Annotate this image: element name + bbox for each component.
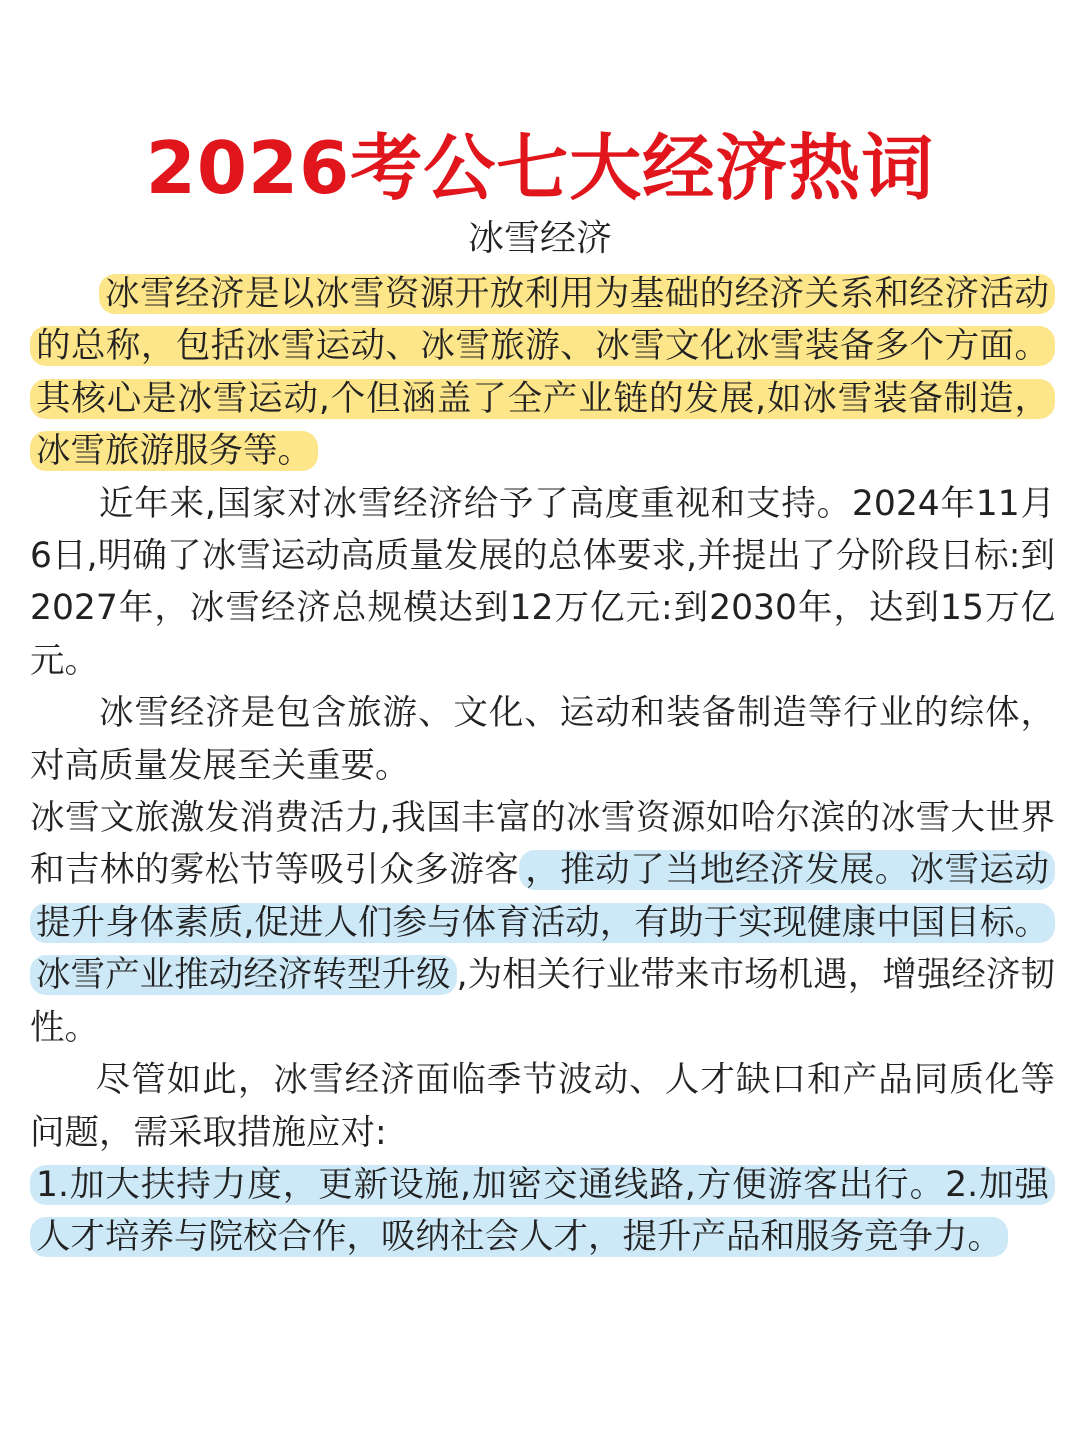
paragraph-definition <box>30 268 1055 478</box>
benefits-tail: ,为相关行业带来市场机遇，增强经济韧性。 <box>30 955 1056 1048</box>
highlight-definition: 冰雪经济是以冰雪资源开放利用为基础的经济关系和经济活动的总称，包括冰雪运动、冰雪旅游、冰雪文化冰雪装备多个方面。其核心是冰雪运动,个但涵盖了全产业链的发展,如冰雪装备制造，冰雪旅游服务等。 <box>30 274 1055 471</box>
paragraph-benefits <box>30 792 1055 1054</box>
paragraph-policy: 近年来,国家对冰雪经济给予了高度重视和支持。2024年11月6日,明确了冰雪运动高质量发展的总体要求,并提出了分阶段日标:到2027年，冰雪经济总规模达到12万亿元:到2030年，达到15万亿元。 <box>30 483 1055 681</box>
paragraph-challenges: 尽管如此，冰雪经济面临季节波动、人才缺口和产品同质化等问题，需采取措施应对: <box>30 1060 1055 1153</box>
highlight-benefits: ，推动了当地经济发展。冰雪运动提升身体素质,促进人们参与体育活动，有助于实现健康中国目标。冰雪产业推动经济转型升级 <box>30 850 1055 995</box>
article-body <box>30 268 1055 1264</box>
highlight-measures: 1.加大扶持力度，更新设施,加密交通线路,方便游客出行。2.加强人才培养与院校合作，吸纳社会人才，提升产品和服务竞争力。 <box>30 1165 1055 1257</box>
benefits-text: 冰雪文旅激发消费活力,我国丰富的冰雪资源如哈尔滨的冰雪大世界和吉林的雾松节等吸引众多游客 <box>30 798 1055 891</box>
page-title: 2026考公七大经济热词 <box>145 126 935 210</box>
paragraph-scope: 冰雪经济是包含旅游、文化、运动和装备制造等行业的综体，对高质量发展至关重要。 <box>30 693 1055 786</box>
section-subtitle: 冰雪经济 <box>467 218 612 259</box>
paragraph-measures <box>30 1159 1055 1264</box>
